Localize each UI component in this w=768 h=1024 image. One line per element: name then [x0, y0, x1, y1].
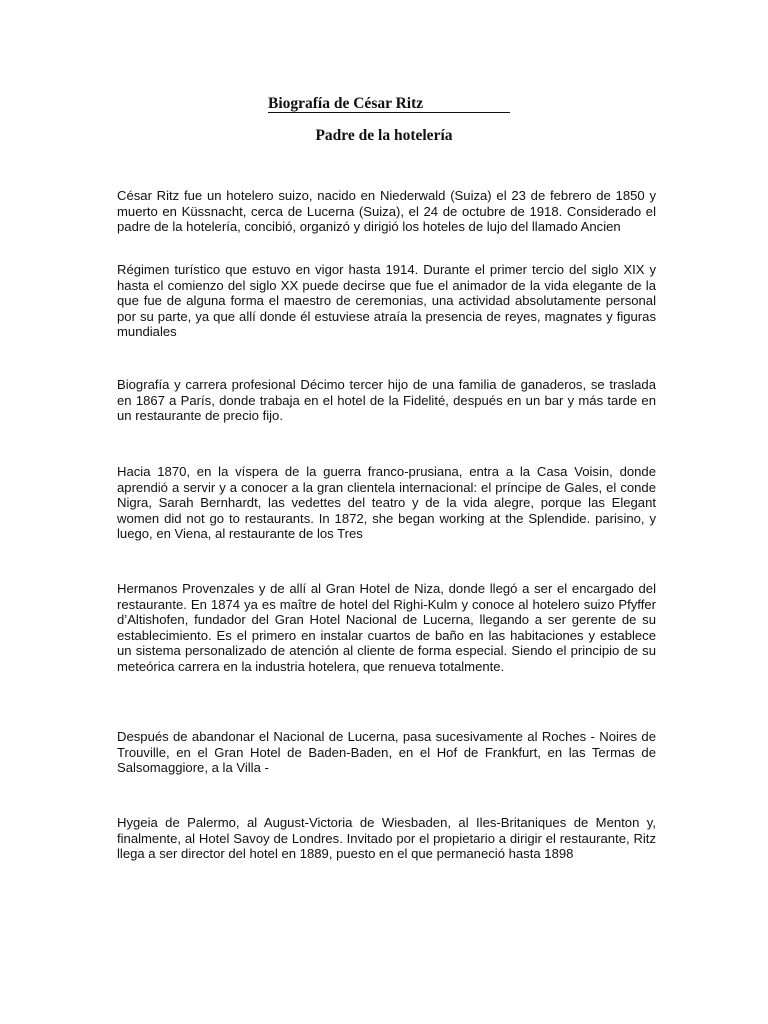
paragraph-nacional-lucerna: Después de abandonar el Nacional de Lucerna, pasa sucesivamente al Roches - Noires de Trouville, en el Gran Hotel de Baden-Baden, en el Hof de Frankfurt, en las Termas de Salsomaggiore, a la Villa -	[117, 729, 656, 775]
paragraph-intro: César Ritz fue un hotelero suizo, nacido en Niederwald (Suiza) el 23 de febrero de 1850 y muerto en Küssnacht, cerca de Lucerna (Suiza), el 24 de octubre de 1918. Considerado el padre de la hotelería, concibió, organizó y dirigió los hoteles de lujo del llamado Ancien	[117, 188, 656, 234]
paragraph-regimen: Régimen turístico que estuvo en vigor hasta 1914. Durante el primer tercio del siglo XIX y hasta el comienzo del siglo XX puede decirse que fue el animador de la vida elegante de la que fue de alguna forma el maestro de ceremonias, una actividad absolutamente personal por su parte, ya que allí donde él estuviese atraía la presencia de reyes, magnates y figuras mundiales	[117, 262, 656, 339]
paragraph-hygeia-palermo: Hygeia de Palermo, al August-Victoria de Wiesbaden, al Iles-Britaniques de Menton y, finalmente, al Hotel Savoy de Londres. Invitado por el propietario a dirigir el restaurante, Ritz llega a ser director del hotel en 1889, puesto en el que permaneció hasta 1898	[117, 815, 656, 861]
document-subtitle: Padre de la hotelería	[315, 127, 453, 144]
paragraph-casa-voisin: Hacia 1870, en la víspera de la guerra franco-prusiana, entra a la Casa Voisin, donde aprendió a servir y a conocer a la gran clientela internacional: el príncipe de Gales, el conde Nigra, Sarah Bernhardt, las vedettes del teatro y de la vida alegre, porque las Elegant women did not go to restaurants. In 1872, she began working at the Splendide. parisino, y luego, en Viena, al restaurante de los Tres	[117, 464, 656, 541]
paragraph-biografia: Biografía y carrera profesional Décimo tercer hijo de una familia de ganaderos, se traslada en 1867 a París, donde trabaja en el hotel de la Fidelité, después en un bar y más tarde en un restaurante de precio fijo.	[117, 377, 656, 423]
paragraph-hermanos-provenzales: Hermanos Provenzales y de allí al Gran Hotel de Niza, donde llegó a ser el encargado del restaurante. En 1874 ya es maître de hotel del Righi-Kulm y conoce al hotelero suizo Pfyffer d’Altishofen, fundador del Gran Hotel Nacional de Lucerna, llegando a ser gerente de su establecimiento. Es el primero en instalar cuartos de baño en las habitaciones y establece un sistema personalizado de atención al cliente de forma especial. Siendo el principio de su meteórica carrera en la industria hotelera, que renueva totalmente.	[117, 581, 656, 674]
document-title: Biografía de César Ritz	[268, 94, 510, 113]
